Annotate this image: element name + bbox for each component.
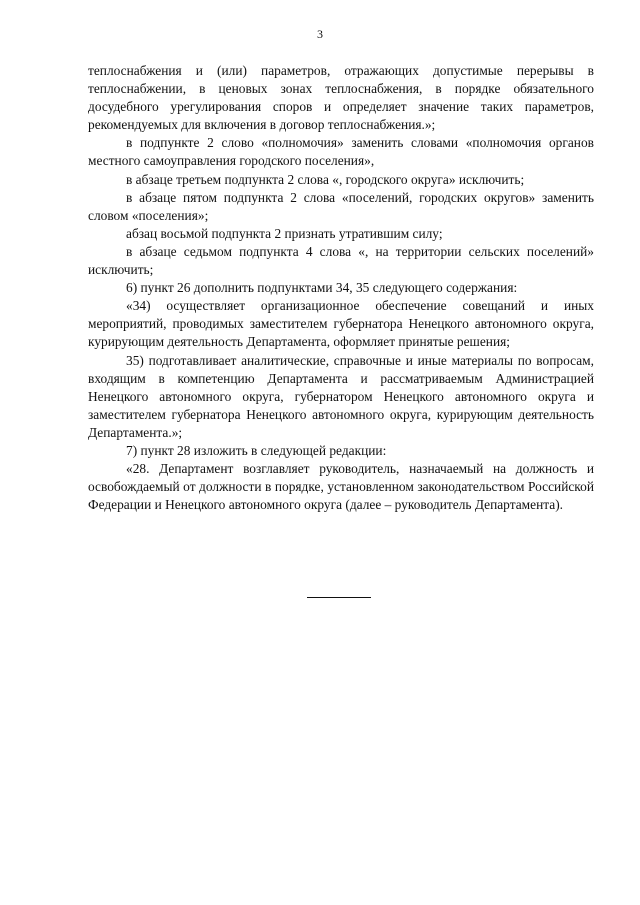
paragraph-4: в абзаце пятом подпункта 2 слова «поселений, городских округов» заменить словом «поселения»; <box>88 189 594 223</box>
document-body <box>88 62 594 514</box>
paragraph-8: «34) осуществляет организационное обеспечение совещаний и иных мероприятий, проводимых заместителем губернатора Ненецкого автономного округа, курирующим деятельность Департамента, оформляет принятые решения; <box>88 298 594 350</box>
paragraph-11: «28. Департамент возглавляет руководитель, назначаемый на должность и освобождаемый от должности в порядке, установленном законодательством Российской Федерации и Ненецкого автономного округа (далее – руководитель Департамента). <box>88 461 594 513</box>
page-number: 3 <box>317 27 323 41</box>
paragraph-1: теплоснабжения и (или) параметров, отражающих допустимые перерывы в теплоснабжении, в ценовых зонах теплоснабжения, в порядке обязательного досудебного урегулирования споров и определяет значение таких параметров, рекомендуемых для включения в договор теплоснабжения.»; <box>88 63 594 133</box>
paragraph-2: в подпункте 2 слово «полномочия» заменить словами «полномочия органов местного самоуправления городского поселения», <box>88 135 594 169</box>
end-of-document-rule <box>307 597 371 598</box>
paragraph-5: абзац восьмой подпункта 2 признать утратившим силу; <box>126 225 443 241</box>
paragraph-9: 35) подготавливает аналитические, справочные и иные материалы по вопросам, входящим в компетенцию Департамента и рассматриваемым Администрацией Ненецкого автономного округа, губернатором Ненецкого автономного округа и заместителем губернатора Ненецкого автономного округа, курирующим деятельность Департамента.»; <box>88 352 594 440</box>
paragraph-6: в абзаце седьмом подпункта 4 слова «, на территории сельских поселений» исключить; <box>88 243 594 278</box>
paragraph-7: 6) пункт 26 дополнить подпунктами 34, 35 следующего содержания: <box>126 280 518 296</box>
paragraph-10: 7) пункт 28 изложить в следующей редакции: <box>126 442 387 458</box>
paragraph-3: в абзаце третьем подпункта 2 слова «, городского округа» исключить; <box>126 171 525 187</box>
